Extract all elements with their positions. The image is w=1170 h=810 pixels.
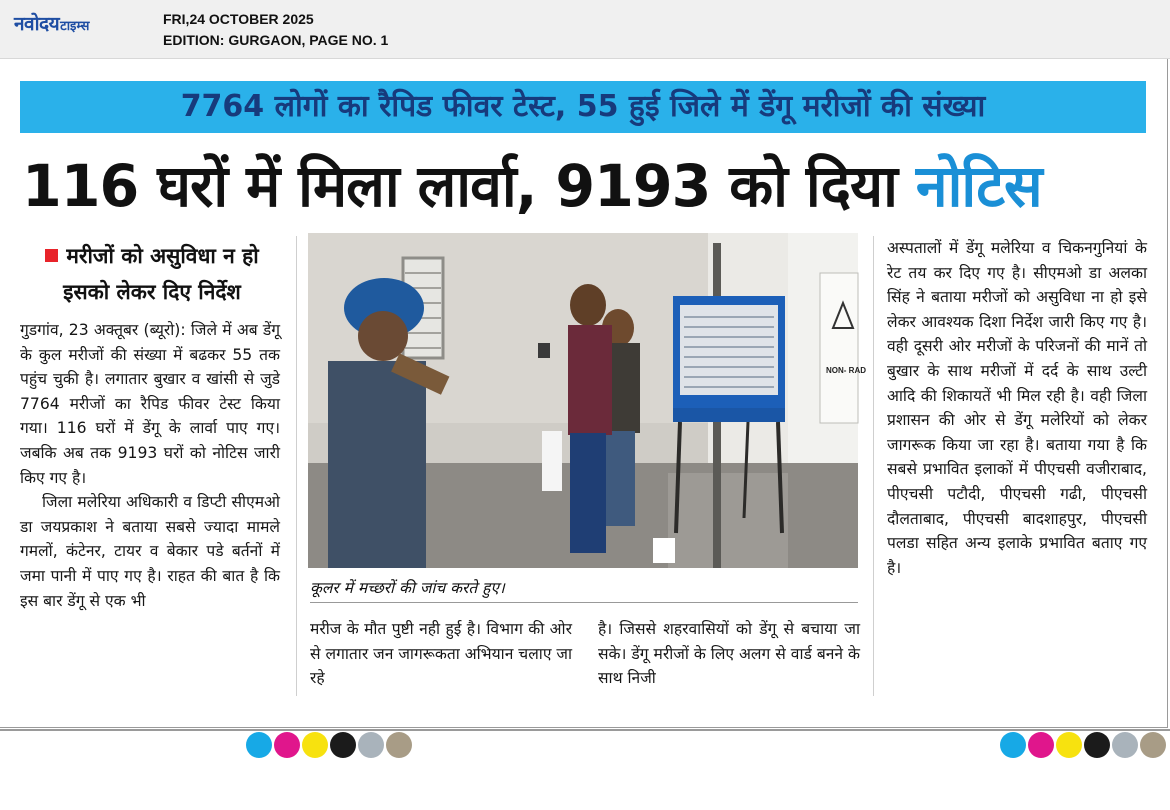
article-kicker-banner: 7764 लोगों का रैपिड फीवर टेस्ट, 55 हुई जिले में डेंगू मरीजों की संख्या <box>20 81 1146 133</box>
registration-dot <box>274 732 300 758</box>
article-headline <box>22 140 1135 232</box>
registration-dot <box>386 732 412 758</box>
page-bottom-rule <box>0 729 1170 731</box>
headline-accent-text: नोटिस <box>915 152 1042 220</box>
registration-dot <box>358 732 384 758</box>
newspaper-logo <box>14 10 89 40</box>
article-column-1 <box>20 318 280 613</box>
registration-marks-left <box>246 732 412 758</box>
subhead-line-2: इसको लेकर दिए निर्देश <box>63 280 241 304</box>
edition-page: EDITION: GURGAON, PAGE NO. 1 <box>163 32 389 48</box>
registration-dot <box>1028 732 1054 758</box>
registration-dot <box>302 732 328 758</box>
registration-dot <box>1056 732 1082 758</box>
logo-sub-text: टाइम्स <box>60 19 90 34</box>
red-square-bullet-icon <box>45 249 58 262</box>
article-column-3 <box>598 617 860 691</box>
column-divider <box>296 236 297 696</box>
registration-dot <box>1000 732 1026 758</box>
registration-dot <box>1084 732 1110 758</box>
column-3-text: है। जिससे शहरवासियों को डेंगू से बचाया जा सके। डेंगू मरीजों के लिए अलग से वार्ड बनने के साथ निजी <box>598 620 860 688</box>
registration-dot <box>246 732 272 758</box>
registration-marks-right <box>1000 732 1166 758</box>
column-1-paragraph-2: जिला मलेरिया अधिकारी व डिप्टी सीएमओ डा जयप्रकाश ने बताया सबसे ज्यादा मामले गमलों, कंटेनर, टायर व बेकार पडे बर्तनों में जमा पानी में पाए गए है। राहत की बात है कि इस बार डेंगू से एक भी <box>20 493 280 610</box>
edition-date: FRI,24 OCTOBER 2025 <box>163 11 314 27</box>
edition-header <box>0 0 1170 59</box>
photo-caption: कूलर में मच्छरों की जांच करते हुए। <box>310 576 858 603</box>
edition-info <box>163 9 388 51</box>
registration-dot <box>330 732 356 758</box>
headline-main-text: 116 घरों में मिला लार्वा, 9193 को दिया <box>22 152 916 220</box>
article-photo <box>308 233 866 568</box>
registration-dot <box>1140 732 1166 758</box>
article-column-2 <box>310 617 572 691</box>
logo-main-text: नवोदय <box>14 13 60 35</box>
registration-dot <box>1112 732 1138 758</box>
column-4-text: अस्पतालों में डेंगू मलेरिया व चिकनगुनियां के रेट तय कर दिए गए है। सीएमओ डा अलका सिंह ने बताया मरीजों को असुविधा ना हो इसे लेकर आवश्यक दिशा निर्देश जारी किए गए है। वही दूसरी ओर मरीजों के परिजनों की मानें तो बुखार के साथ मरीजों में दर्द के साथ उल्टी आदि की शिकायतें भी मिल रही है। वही जिला प्रशासन की ओर से डेंगू मलेरियों को लेकर जागरूक किया जा रहा है। बताया गया है कि सबसे प्रभावित इलाकों में पीएचसी वजीराबाद, पीएचसी पटौदी, पीएचसी गढी, पीएचसी दौलताबाद, पीएचसी बादशाहपुर, पीएचसी पलडा सहित अन्य इलाके प्रभावित बताए गए है। <box>887 239 1147 577</box>
photo-sign-text: NON- RAD <box>826 366 866 375</box>
column-1-paragraph-1: गुडगांव, 23 अक्तूबर (ब्यूरो): जिले में अब डेंगू के कुल मरीजों की संख्या में बढकर 55 तक पहुंच चुकी है। लगातार बुखार व खांसी से जुडे 7764 मरीजों का रैपिड फीवर टेस्ट किया गया। 116 घरों में डेंगू के लार्वा पाए गए। जबकि अब तक 9193 घरों को नोटिस जारी किए गए है। <box>20 321 280 487</box>
column-2-text: मरीज के मौत पुष्टी नही हुई है। विभाग की ओर से लगातार जन जागरूकता अभियान चलाए जा रहे <box>310 620 573 688</box>
article-column-4 <box>887 236 1147 580</box>
subhead-line-1: मरीजों को असुविधा न हो <box>66 244 259 268</box>
column-divider <box>873 236 874 696</box>
article-subhead <box>22 238 282 310</box>
